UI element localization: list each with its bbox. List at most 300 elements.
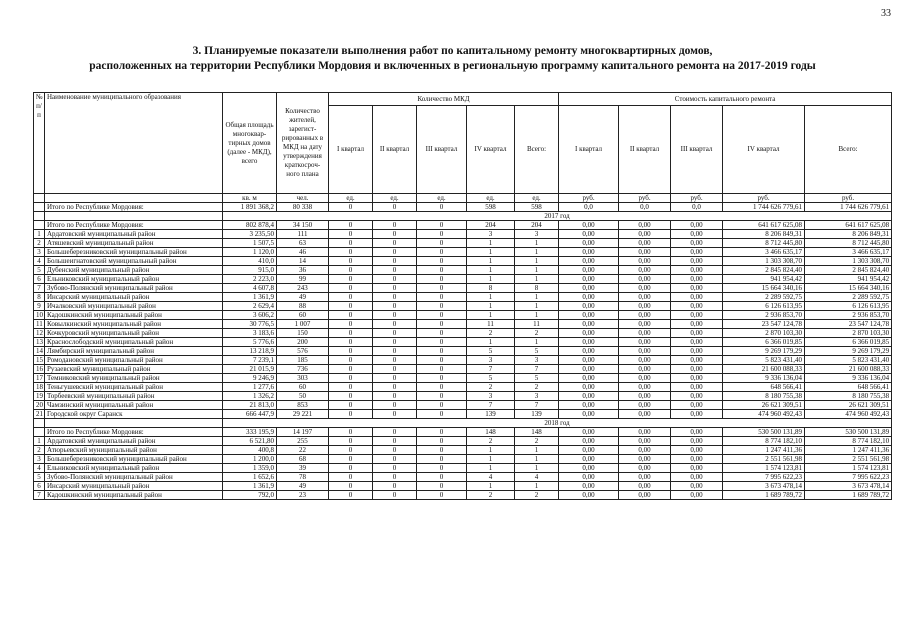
row-mkd-q2: 0 — [373, 311, 417, 320]
row-cost-total: 9 336 136,04 — [805, 374, 892, 383]
row-cost-q4: 8 774 182,10 — [723, 437, 805, 446]
row-residents: 853 — [277, 401, 329, 410]
row-name: Дубенский муниципальный район — [45, 266, 223, 275]
row-mkd-total: 139 — [515, 410, 559, 419]
row-cost-q2: 0,00 — [619, 239, 671, 248]
row-area: 802 878,4 — [223, 221, 277, 230]
row-number: 2 — [34, 446, 45, 455]
table-row — [34, 284, 892, 293]
row-cost-q4: 8 712 445,80 — [723, 239, 805, 248]
row-name: Итого по Республике Мордовия: — [45, 221, 223, 230]
table-row — [34, 347, 892, 356]
row-residents: 243 — [277, 284, 329, 293]
row-mkd-q3: 0 — [417, 410, 467, 419]
row-number: 14 — [34, 347, 45, 356]
row-cost-q4: 6 366 019,85 — [723, 338, 805, 347]
row-cost-q4: 26 621 309,51 — [723, 401, 805, 410]
row-cost-q1: 0,00 — [559, 428, 619, 437]
row-number: 1 — [34, 230, 45, 239]
row-mkd-total: 1 — [515, 464, 559, 473]
row-cost-total: 23 547 124,78 — [805, 320, 892, 329]
header-name: Наименование муниципального образования — [45, 93, 223, 194]
row-cost-q2: 0,00 — [619, 311, 671, 320]
row-cost-total: 2 289 592,75 — [805, 293, 892, 302]
row-mkd-total: 1 — [515, 293, 559, 302]
row-cost-q1: 0,00 — [559, 284, 619, 293]
row-mkd-q2: 0 — [373, 275, 417, 284]
row-mkd-q4: 3 — [467, 392, 515, 401]
row-mkd-q4: 1 — [467, 257, 515, 266]
table-row — [34, 320, 892, 329]
row-cost-total: 15 664 340,16 — [805, 284, 892, 293]
unit-ed: ед. — [515, 194, 559, 203]
row-mkd-q3: 0 — [417, 392, 467, 401]
row-mkd-total: 1 — [515, 482, 559, 491]
row-residents: 255 — [277, 437, 329, 446]
row-name: Ичалковский муниципальный район — [45, 302, 223, 311]
row-name: Итого по Республике Мордовия: — [45, 428, 223, 437]
document-title — [0, 44, 905, 74]
row-area: 2 629,4 — [223, 302, 277, 311]
row-cost-q3: 0,00 — [671, 482, 723, 491]
row-mkd-q4: 1 — [467, 446, 515, 455]
row-area: 6 521,80 — [223, 437, 277, 446]
row-mkd-q2: 0 — [373, 446, 417, 455]
table-row — [34, 266, 892, 275]
row-cost-total: 8 712 445,80 — [805, 239, 892, 248]
row-cost-total: 1 303 308,70 — [805, 257, 892, 266]
row-cost-q3: 0,00 — [671, 248, 723, 257]
row-mkd-q1: 0 — [329, 428, 373, 437]
row-cost-total: 8 180 755,38 — [805, 392, 892, 401]
row-number: 3 — [34, 248, 45, 257]
row-cost-q3: 0,00 — [671, 356, 723, 365]
table-row — [34, 293, 892, 302]
row-mkd-q4: 1 — [467, 275, 515, 284]
table-row — [34, 230, 892, 239]
row-cost-q1: 0,00 — [559, 392, 619, 401]
row-mkd-q2: 0 — [373, 257, 417, 266]
row-mkd-q1: 0 — [329, 374, 373, 383]
table-row — [34, 239, 892, 248]
unit-rub: руб. — [805, 194, 892, 203]
header-mkd-q4: IV квартал — [467, 106, 515, 194]
row-cost-q2: 0,00 — [619, 365, 671, 374]
page-number: 33 — [881, 8, 891, 19]
row-cost-q2: 0,00 — [619, 266, 671, 275]
row-name: Зубово-Полянский муниципальный район — [45, 473, 223, 482]
row-mkd-q2: 0 — [373, 284, 417, 293]
row-mkd-total: 2 — [515, 491, 559, 500]
row-cost-q3: 0,00 — [671, 491, 723, 500]
row-area: 9 246,9 — [223, 374, 277, 383]
row-cost-q1: 0,00 — [559, 302, 619, 311]
row-cost-q2: 0,00 — [619, 464, 671, 473]
row-cost-q4: 9 336 136,04 — [723, 374, 805, 383]
row-mkd-q1: 0 — [329, 230, 373, 239]
row-cost-q2: 0,00 — [619, 383, 671, 392]
row-number: 11 — [34, 320, 45, 329]
row-mkd-q1: 0 — [329, 284, 373, 293]
row-mkd-total: 7 — [515, 401, 559, 410]
row-cost-q1: 0,00 — [559, 437, 619, 446]
row-cost-q4: 474 960 492,43 — [723, 410, 805, 419]
row-mkd-q3: 0 — [417, 401, 467, 410]
row-mkd-q1: 0 — [329, 437, 373, 446]
row-mkd-q4: 3 — [467, 356, 515, 365]
row-cost-q1: 0,00 — [559, 446, 619, 455]
row-area: 410,0 — [223, 257, 277, 266]
row-cost-q4: 8 180 755,38 — [723, 392, 805, 401]
row-cost-q3: 0,0 — [671, 203, 723, 212]
row-cost-total: 2 845 824,40 — [805, 266, 892, 275]
row-cost-q4: 941 954,42 — [723, 275, 805, 284]
row-cost-q3: 0,00 — [671, 257, 723, 266]
row-residents: 68 — [277, 455, 329, 464]
row-number: 4 — [34, 257, 45, 266]
row-mkd-q1: 0 — [329, 302, 373, 311]
row-mkd-total: 1 — [515, 257, 559, 266]
row-cost-q1: 0,00 — [559, 410, 619, 419]
row-cost-q3: 0,00 — [671, 293, 723, 302]
unit-rub: руб. — [723, 194, 805, 203]
row-mkd-q1: 0 — [329, 464, 373, 473]
row-cost-total: 21 600 088,33 — [805, 365, 892, 374]
row-cost-q1: 0,00 — [559, 473, 619, 482]
row-cost-q3: 0,00 — [671, 329, 723, 338]
row-mkd-total: 7 — [515, 365, 559, 374]
row-residents: 736 — [277, 365, 329, 374]
row-residents: 60 — [277, 311, 329, 320]
row-cost-total: 7 995 622,23 — [805, 473, 892, 482]
row-mkd-q1: 0 — [329, 365, 373, 374]
row-cost-q4: 2 289 592,75 — [723, 293, 805, 302]
row-cost-q4: 1 574 123,81 — [723, 464, 805, 473]
title-line-1: 3. Планируемые показатели выполнения работ по капитальному ремонту многоквартирных домов, — [192, 45, 713, 57]
row-residents: 80 338 — [277, 203, 329, 212]
row-mkd-q1: 0 — [329, 338, 373, 347]
row-mkd-q3: 0 — [417, 455, 467, 464]
year-empty-cell — [34, 212, 45, 221]
row-cost-q2: 0,00 — [619, 347, 671, 356]
row-mkd-q3: 0 — [417, 356, 467, 365]
header-mkd-q2: II квартал — [373, 106, 417, 194]
row-cost-q4: 1 303 308,70 — [723, 257, 805, 266]
row-number: 17 — [34, 374, 45, 383]
table-row — [34, 473, 892, 482]
row-cost-q3: 0,00 — [671, 410, 723, 419]
row-mkd-q3: 0 — [417, 347, 467, 356]
row-residents: 49 — [277, 482, 329, 491]
row-cost-total: 1 247 411,36 — [805, 446, 892, 455]
row-mkd-total: 1 — [515, 239, 559, 248]
row-mkd-q1: 0 — [329, 275, 373, 284]
row-number: 2 — [34, 239, 45, 248]
row-mkd-q2: 0 — [373, 410, 417, 419]
row-mkd-q3: 0 — [417, 284, 467, 293]
row-area: 13 218,9 — [223, 347, 277, 356]
row-cost-q1: 0,00 — [559, 365, 619, 374]
row-mkd-q2: 0 — [373, 266, 417, 275]
row-residents: 14 — [277, 257, 329, 266]
row-name: Инсарский муниципальный район — [45, 293, 223, 302]
row-cost-q3: 0,00 — [671, 347, 723, 356]
row-residents: 78 — [277, 473, 329, 482]
section-total-row — [34, 428, 892, 437]
row-cost-q1: 0,00 — [559, 347, 619, 356]
row-name: Кадошкинский муниципальный район — [45, 491, 223, 500]
row-mkd-q4: 1 — [467, 455, 515, 464]
row-number: 13 — [34, 338, 45, 347]
row-residents: 60 — [277, 383, 329, 392]
row-cost-q4: 530 500 131,89 — [723, 428, 805, 437]
row-mkd-q1: 0 — [329, 356, 373, 365]
row-cost-q3: 0,00 — [671, 392, 723, 401]
row-cost-q4: 1 744 626 779,61 — [723, 203, 805, 212]
row-mkd-q1: 0 — [329, 311, 373, 320]
table-row — [34, 446, 892, 455]
row-cost-total: 941 954,42 — [805, 275, 892, 284]
table-row — [34, 356, 892, 365]
row-mkd-q1: 0 — [329, 455, 373, 464]
table-row — [34, 410, 892, 419]
row-cost-q4: 3 466 635,17 — [723, 248, 805, 257]
header-mkd-group: Количество МКД — [329, 93, 559, 106]
row-cost-q1: 0,00 — [559, 374, 619, 383]
row-area: 21 015,9 — [223, 365, 277, 374]
table-row — [34, 365, 892, 374]
row-area: 1 361,9 — [223, 482, 277, 491]
title-line-2: расположенных на территории Республики Мордовия и включенных в региональную программу капитального ремонта на 2017-2019 годы — [89, 60, 816, 72]
row-mkd-q2: 0 — [373, 437, 417, 446]
row-mkd-q4: 4 — [467, 473, 515, 482]
row-cost-total: 2 936 853,70 — [805, 311, 892, 320]
row-mkd-q4: 11 — [467, 320, 515, 329]
row-mkd-q2: 0 — [373, 482, 417, 491]
section-total-row — [34, 221, 892, 230]
units-cell — [45, 194, 223, 203]
row-mkd-q3: 0 — [417, 293, 467, 302]
row-residents: 200 — [277, 338, 329, 347]
row-cost-q1: 0,0 — [559, 203, 619, 212]
row-mkd-q4: 5 — [467, 374, 515, 383]
row-name: Краснослободский муниципальный район — [45, 338, 223, 347]
row-area: 333 195,9 — [223, 428, 277, 437]
units-cell — [34, 194, 45, 203]
row-cost-q1: 0,00 — [559, 257, 619, 266]
row-cost-q1: 0,00 — [559, 356, 619, 365]
row-cost-q3: 0,00 — [671, 221, 723, 230]
row-name: Торбеевский муниципальный район — [45, 392, 223, 401]
row-mkd-q1: 0 — [329, 392, 373, 401]
row-residents: 34 150 — [277, 221, 329, 230]
row-mkd-q1: 0 — [329, 401, 373, 410]
row-area: 2 223,0 — [223, 275, 277, 284]
row-mkd-q4: 139 — [467, 410, 515, 419]
row-cost-q3: 0,00 — [671, 284, 723, 293]
row-mkd-total: 2 — [515, 437, 559, 446]
row-number: 21 — [34, 410, 45, 419]
row-mkd-total: 2 — [515, 383, 559, 392]
row-mkd-q1: 0 — [329, 383, 373, 392]
row-cost-q1: 0,00 — [559, 275, 619, 284]
table-row — [34, 491, 892, 500]
row-mkd-q4: 1 — [467, 266, 515, 275]
row-cost-q2: 0,00 — [619, 230, 671, 239]
row-cost-q4: 1 689 789,72 — [723, 491, 805, 500]
row-cost-q2: 0,00 — [619, 437, 671, 446]
row-cost-q4: 641 617 625,08 — [723, 221, 805, 230]
row-cost-total: 3 466 635,17 — [805, 248, 892, 257]
row-name: Ромодановский муниципальный район — [45, 356, 223, 365]
row-mkd-q2: 0 — [373, 203, 417, 212]
row-residents: 50 — [277, 392, 329, 401]
row-mkd-q2: 0 — [373, 293, 417, 302]
row-cost-q2: 0,00 — [619, 320, 671, 329]
row-name: Ельниковский муниципальный район — [45, 464, 223, 473]
row-area: 3 606,2 — [223, 311, 277, 320]
row-mkd-q4: 204 — [467, 221, 515, 230]
row-name: Атюрьевский муниципальный район — [45, 446, 223, 455]
row-mkd-q2: 0 — [373, 374, 417, 383]
year-label: 2018 год — [223, 419, 892, 428]
header-row-1 — [34, 93, 892, 106]
table-row — [34, 302, 892, 311]
row-cost-q2: 0,00 — [619, 293, 671, 302]
row-cost-q1: 0,00 — [559, 491, 619, 500]
table-row — [34, 257, 892, 266]
row-area: 4 607,8 — [223, 284, 277, 293]
header-cost-total: Всего: — [805, 106, 892, 194]
row-cost-q1: 0,00 — [559, 239, 619, 248]
row-mkd-q3: 0 — [417, 473, 467, 482]
row-cost-total: 641 617 625,08 — [805, 221, 892, 230]
row-cost-q3: 0,00 — [671, 455, 723, 464]
row-name: Атяшевский муниципальный район — [45, 239, 223, 248]
year-section-row — [34, 419, 892, 428]
row-number: 5 — [34, 473, 45, 482]
row-mkd-q3: 0 — [417, 428, 467, 437]
row-mkd-q3: 0 — [417, 302, 467, 311]
header-cost-q2: II квартал — [619, 106, 671, 194]
row-mkd-q4: 598 — [467, 203, 515, 212]
row-mkd-q2: 0 — [373, 428, 417, 437]
row-residents: 36 — [277, 266, 329, 275]
row-mkd-q3: 0 — [417, 482, 467, 491]
row-area: 1 891 368,2 — [223, 203, 277, 212]
row-area: 3 235,50 — [223, 230, 277, 239]
row-cost-q1: 0,00 — [559, 320, 619, 329]
row-cost-q4: 3 673 478,14 — [723, 482, 805, 491]
row-area: 1 652,6 — [223, 473, 277, 482]
row-cost-total: 6 366 019,85 — [805, 338, 892, 347]
row-mkd-q1: 0 — [329, 320, 373, 329]
row-mkd-q4: 1 — [467, 464, 515, 473]
row-residents: 39 — [277, 464, 329, 473]
row-cost-q4: 1 247 411,36 — [723, 446, 805, 455]
row-cost-q3: 0,00 — [671, 275, 723, 284]
row-mkd-total: 1 — [515, 275, 559, 284]
row-area: 1 507,5 — [223, 239, 277, 248]
row-mkd-total: 1 — [515, 311, 559, 320]
row-number: 6 — [34, 275, 45, 284]
unit-rub: руб. — [619, 194, 671, 203]
row-cost-q3: 0,00 — [671, 464, 723, 473]
row-cost-q4: 8 206 849,31 — [723, 230, 805, 239]
row-cost-total: 2 551 561,98 — [805, 455, 892, 464]
row-mkd-total: 1 — [515, 302, 559, 311]
row-area: 1 277,6 — [223, 383, 277, 392]
row-number — [34, 221, 45, 230]
row-number: 19 — [34, 392, 45, 401]
row-number: 20 — [34, 401, 45, 410]
table-row — [34, 392, 892, 401]
row-area: 1 200,0 — [223, 455, 277, 464]
row-cost-q2: 0,00 — [619, 374, 671, 383]
header-cost-q1: I квартал — [559, 106, 619, 194]
row-cost-q2: 0,00 — [619, 284, 671, 293]
row-mkd-q1: 0 — [329, 473, 373, 482]
row-mkd-q1: 0 — [329, 239, 373, 248]
row-mkd-q4: 1 — [467, 311, 515, 320]
row-cost-total: 5 823 431,40 — [805, 356, 892, 365]
row-mkd-q4: 1 — [467, 239, 515, 248]
row-mkd-q4: 3 — [467, 230, 515, 239]
row-mkd-q1: 0 — [329, 482, 373, 491]
row-cost-q1: 0,00 — [559, 482, 619, 491]
row-cost-total: 530 500 131,89 — [805, 428, 892, 437]
row-number: 4 — [34, 464, 45, 473]
row-mkd-q4: 1 — [467, 302, 515, 311]
unit-rub: руб. — [559, 194, 619, 203]
row-mkd-total: 2 — [515, 329, 559, 338]
year-empty-cell — [45, 212, 223, 221]
row-residents: 1 007 — [277, 320, 329, 329]
row-name: Темниковский муниципальный район — [45, 374, 223, 383]
row-mkd-total: 1 — [515, 455, 559, 464]
table-row — [34, 482, 892, 491]
row-number: 10 — [34, 311, 45, 320]
row-mkd-total: 598 — [515, 203, 559, 212]
row-mkd-q3: 0 — [417, 338, 467, 347]
row-cost-q2: 0,00 — [619, 356, 671, 365]
row-residents: 185 — [277, 356, 329, 365]
header-mkd-total: Всего: — [515, 106, 559, 194]
row-mkd-q3: 0 — [417, 464, 467, 473]
header-mkd-q1: I квартал — [329, 106, 373, 194]
unit-ed: ед. — [417, 194, 467, 203]
table-row — [34, 374, 892, 383]
row-mkd-q2: 0 — [373, 320, 417, 329]
row-mkd-q3: 0 — [417, 374, 467, 383]
row-area: 666 447,9 — [223, 410, 277, 419]
year-section-row — [34, 212, 892, 221]
row-cost-q2: 0,00 — [619, 401, 671, 410]
table-row — [34, 311, 892, 320]
row-cost-q3: 0,00 — [671, 230, 723, 239]
row-cost-q2: 0,00 — [619, 302, 671, 311]
row-residents: 23 — [277, 491, 329, 500]
row-name: Теньгушевский муниципальный район — [45, 383, 223, 392]
row-residents: 99 — [277, 275, 329, 284]
row-mkd-q3: 0 — [417, 239, 467, 248]
row-cost-q2: 0,00 — [619, 257, 671, 266]
row-name: Ковылкинский муниципальный район — [45, 320, 223, 329]
row-mkd-q3: 0 — [417, 446, 467, 455]
row-cost-q1: 0,00 — [559, 230, 619, 239]
row-mkd-q4: 2 — [467, 383, 515, 392]
row-residents: 49 — [277, 293, 329, 302]
